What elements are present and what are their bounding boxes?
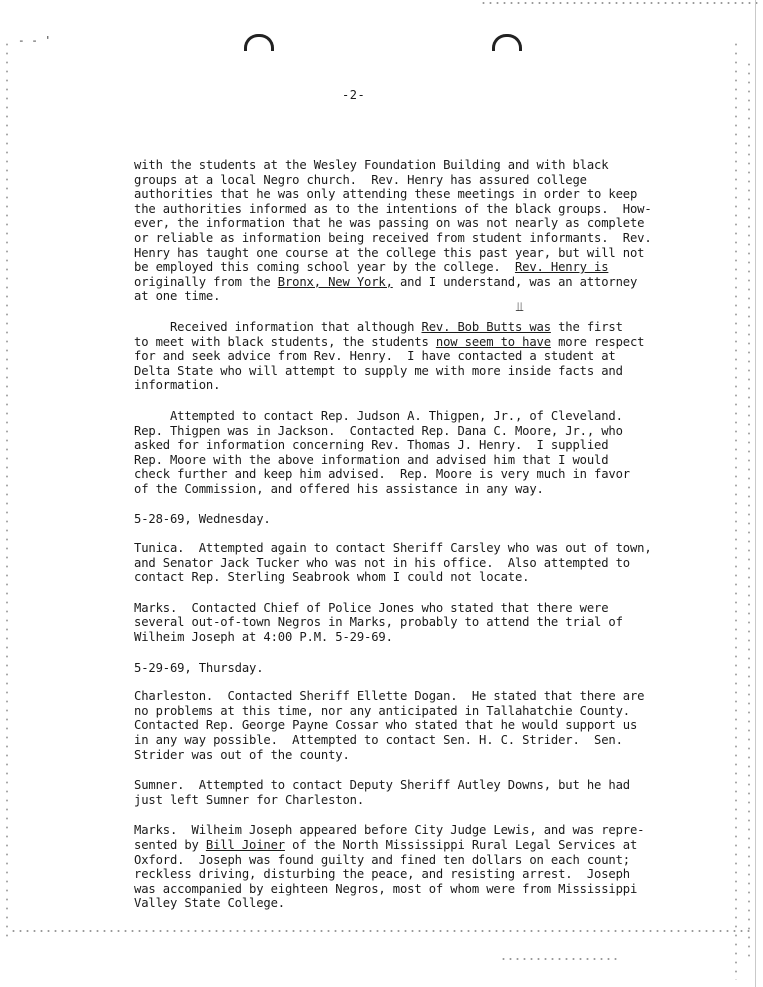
text-line: be employed this coming school year by the college. Rev. Henry is (134, 260, 609, 275)
text-line: with the students at the Wesley Foundation Building and with black (134, 158, 609, 172)
bottom-edge-dots-2 (500, 958, 620, 960)
document-body (134, 158, 654, 927)
text-line: Received information that although Rev. Bob Butts was the first (134, 319, 623, 334)
text-line: of the Commission, and offered his assistance in any way. (134, 481, 544, 496)
paragraph (134, 409, 654, 497)
text-line: asked for information concerning Rev. Thomas J. Henry. I supplied (134, 438, 609, 453)
text-line: and Senator Jack Tucker who was not in his office. Also attempted to (134, 555, 630, 570)
page-number: -2- (342, 88, 366, 102)
paragraph (134, 158, 654, 304)
text-line: check further and keep him advised. Rep. Moore is very much in favor (134, 467, 630, 482)
text-line: just left Sumner for Charleston. (134, 792, 364, 807)
text-line: the authorities informed as to the intentions of the black groups. How- (134, 201, 652, 216)
text-line: 5-28-69, Wednesday. (134, 512, 271, 527)
text-line: groups at a local Negro church. Rev. Henry has assured college (134, 172, 587, 187)
paragraph (134, 823, 654, 911)
text-line: Marks. Wilheim Joseph appeared before City Judge Lewis, and was repre- (134, 823, 645, 838)
date-heading (134, 661, 654, 676)
text-line: Rep. Moore with the above information and advised him that I would (134, 452, 609, 467)
text-line: for and seek advice from Rev. Henry. I have contacted a student at (134, 349, 616, 364)
right-edge-dots-2 (748, 60, 750, 960)
text-line: at one time. (134, 289, 221, 304)
text-line: reckless driving, disturbing the peace, and resisting arrest. Joseph (134, 867, 630, 882)
left-edge-dots (6, 40, 8, 940)
date-heading (134, 512, 654, 527)
text-line: Henry has taught one course at the college this past year, but will not (134, 245, 645, 260)
text-line: Rep. Thigpen was in Jackson. Contacted Rep. Dana C. Moore, Jr., who (134, 423, 623, 438)
punch-hole-right (492, 34, 522, 51)
text-line: ever, the information that he was passing on was not nearly as complete (134, 216, 645, 231)
text-line: Strider was out of the county. (134, 747, 350, 762)
text-line: Delta State who will attempt to supply me with more inside facts and (134, 363, 623, 378)
top-edge-dots (480, 2, 760, 4)
text-line: Tunica. Attempted again to contact Sheriff Carsley who was out of town, (134, 541, 652, 556)
corner-mark: - - ' (18, 34, 52, 47)
text-line: was accompanied by eighteen Negros, most of whom were from Mississippi (134, 881, 638, 896)
text-line: originally from the Bronx, New York, and I understand, was an attorney (134, 274, 638, 289)
text-line: Valley State College. (134, 896, 285, 911)
paragraph (134, 778, 654, 807)
right-edge-dots-1 (735, 40, 737, 980)
paragraph (134, 320, 654, 393)
text-line: in any way possible. Attempted to contact Sen. H. C. Strider. Sen. (134, 733, 623, 747)
text-line: Contacted Rep. George Payne Cossar who stated that he would support us (134, 718, 638, 733)
text-line: to meet with black students, the students now seem to have more respect (134, 334, 645, 349)
text-line: contact Rep. Sterling Seabrook whom I could not locate. (134, 570, 530, 585)
text-line: Oxford. Joseph was found guilty and fined ten dollars on each count; (134, 852, 630, 867)
text-line: Attempted to contact Rep. Judson A. Thigpen, Jr., of Cleveland. (134, 408, 623, 423)
paragraph (134, 541, 654, 585)
text-line: 5-29-69, Thursday. (134, 660, 264, 675)
text-line: several out-of-town Negros in Marks, probably to attend the trial of (134, 615, 623, 630)
handwritten-check-mark: ⫫ (516, 300, 524, 315)
punch-hole-left (244, 34, 274, 51)
text-line: or reliable as information being received from student informants. Rev. (134, 230, 652, 245)
bottom-edge-dots (10, 930, 750, 932)
text-line: sented by Bill Joiner of the North Mississippi Rural Legal Services at (134, 837, 638, 852)
text-line: Sumner. Attempted to contact Deputy Sheriff Autley Downs, but he had (134, 778, 630, 793)
text-line: information. (134, 378, 221, 393)
paragraph (134, 601, 654, 645)
right-edge-line (755, 0, 756, 987)
text-line: Wilheim Joseph at 4:00 P.M. 5-29-69. (134, 630, 393, 645)
text-line: no problems at this time, nor any anticipated in Tallahatchie County. (134, 703, 630, 718)
paragraph (134, 689, 654, 762)
text-line: Marks. Contacted Chief of Police Jones who stated that there were (134, 600, 609, 615)
text-line: authorities that he was only attending these meetings in order to keep (134, 187, 638, 202)
text-line: Charleston. Contacted Sheriff Ellette Dogan. He stated that there are (134, 689, 645, 704)
